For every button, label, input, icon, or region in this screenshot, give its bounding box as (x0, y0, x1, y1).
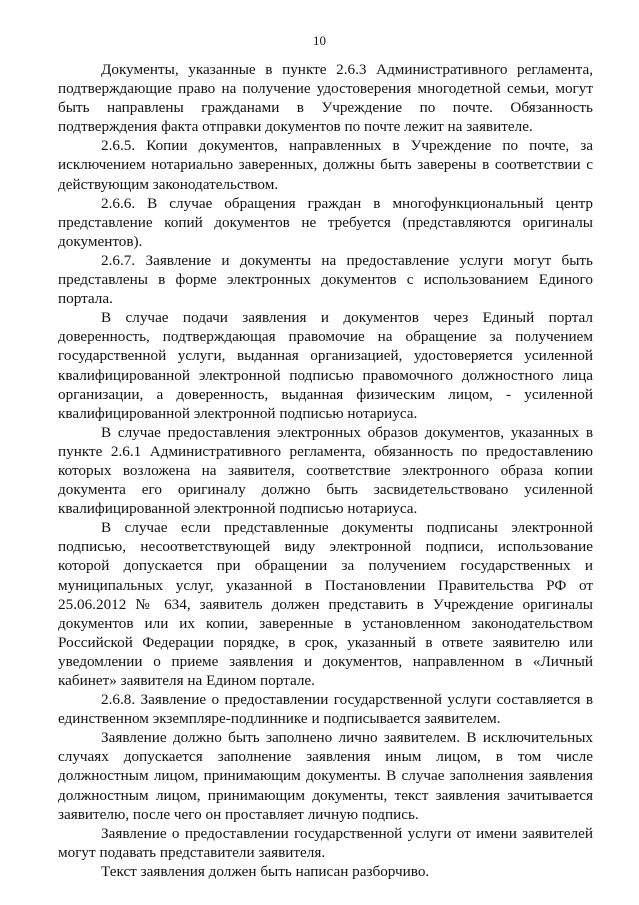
paragraph-representatives: Заявление о предоставлении государственной услуги от имени заявителей могут подавать представители заявителя. (58, 824, 593, 861)
page-number: 10 (313, 33, 326, 48)
paragraph-electronic-images: В случае предоставления электронных образов документов, указанных в пункте 2.6.1 Административного регламента, обязанность по предоставлению которых возложена на заявителя, соответствие электронного образа копии документа его оригиналу должно быть засвидетельствовано усиленной квалифицированной электронной подписью нотариуса. (58, 423, 593, 518)
document-body (58, 60, 593, 881)
paragraph-2-6-7: 2.6.7. Заявление и документы на предоставление услуги могут быть представлены в форме электронных документов с использованием Единого портала. (58, 251, 593, 308)
paragraph-filled-by-applicant: Заявление должно быть заполнено лично заявителем. В исключительных случаях допускается заполнение заявления иным лицом, в том числе должностным лицом, принимающим документы. В случае заполнения заявления должностным лицом, принимающим документы, текст заявления зачитывается заявителю, после чего он проставляет личную подпись. (58, 729, 593, 823)
paragraph-2-6-6: 2.6.6. В случае обращения граждан в многофункциональный центр представление копий документов не требуется (представляются оригиналы документов). (58, 194, 593, 250)
paragraph-2-6-8: 2.6.8. Заявление о предоставлении государственной услуги составляется в единственном экземпляре-подлиннике и подписывается заявителем. (58, 691, 593, 728)
paragraph-2-6-5: 2.6.5. Копии документов, направленных в Учреждение по почте, за исключением нотариально заверенных, должны быть заверены в соответствии с действующим законодательством. (58, 137, 593, 193)
paragraph-signature-mismatch: В случае если представленные документы подписаны электронной подписью, несоответствующей виду электронной подписи, использование которой допускается при обращении за получением государственных и муниципальных услуг, указанной в Постановлении Правительства РФ от 25.06.2012 № 634, заявитель должен представить в Учреждение оригиналы документов или их копии, заверенные в установленном законодательством Российской Федерации порядке, в срок, указанный в ответе заявителю или уведомлении о приеме заявления и документов, направленном в «Личный кабинет» заявителя на Едином портале. (58, 519, 593, 689)
paragraph-power-of-attorney: В случае подачи заявления и документов через Единый портал доверенность, подтверждающая правомочие на обращение за получением государственной услуги, выданная организацией, удостоверяется усиленной квалифицированной электронной подписью правомочного должностного лица организации, а доверенность, выданная физическим лицом, - усиленной квалифицированной электронной подписью нотариуса. (58, 309, 593, 422)
paragraph-documents-by-mail: Документы, указанные в пункте 2.6.3 Административного регламента, подтверждающие право на получение удостоверения многодетной семьи, могут быть направлены гражданами в Учреждение по почте. Обязанность подтверждения факта отправки документов по почте лежит на заявителе. (58, 61, 593, 136)
paragraph-legible-text: Текст заявления должен быть написан разборчиво. (101, 862, 430, 880)
